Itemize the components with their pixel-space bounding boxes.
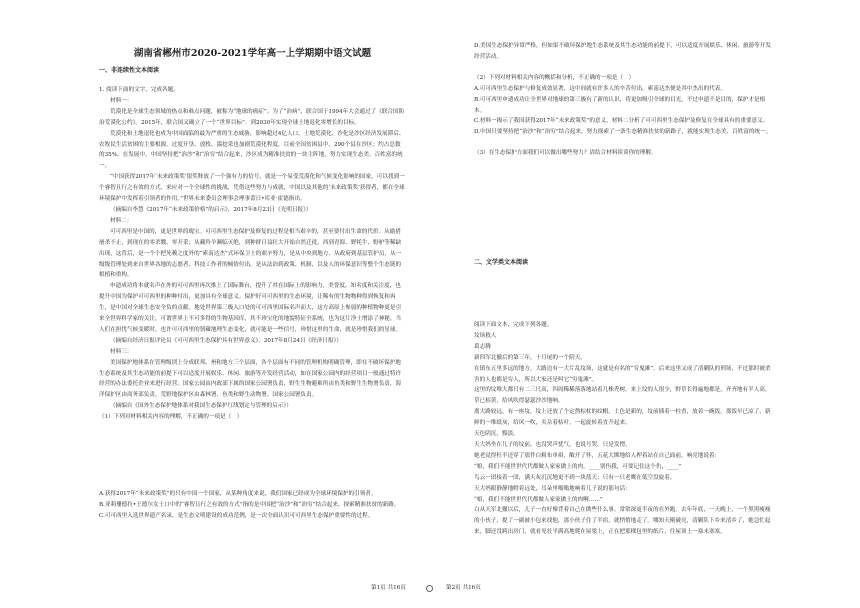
page-number-right: 第2页 共16页 xyxy=(446,585,481,591)
reading-instruction: 阅读下面文本，完成下列各题。 xyxy=(474,322,553,328)
paragraph: 鸟云一团接着一团，满天灰沉沉地更不到一块蓝天；只有一只老鹰在低空盘旋着。 xyxy=(474,474,676,481)
page-number-left: 第1页 共16页 xyxy=(371,585,406,591)
paragraph: “娘，我们不能世世代代都做人家家做上的肉啊……” xyxy=(474,496,603,503)
question-intro: 1. 阅读下面的文字，完成各题。 xyxy=(99,87,179,93)
story-author: 葛志腾 xyxy=(474,343,491,350)
material-label-1: 材料一： xyxy=(110,97,133,104)
paragraph: 申遗成功将本就名声在外的可可西里再次推上了国际舞台，提升了其在国际上的影响力，美誉度，知名度和关注度，也提升中国为保护可可西里的种种付出，更加具有全球意义。保护好可可西里的生态环境，让稀有的生物物种得到恢复和再生，是中国对全球生态安全负的贡献。地处世界第三极入口处的可可西里国际名声而大，这方高原上参弱的种植物种更是引来全世界科学家的关注，可谓世界上不可多得的生物基因库，其不珍宝化的地貌特征全系统，也为这片净土增添了神秘。当人们在担忧气候变暖时，也许可可西里的韧藏地理生态变化，就可能是一些信号，珍惜这里的生命，就是珍惜我们的星球。 xyxy=(99,283,402,333)
page-separator-icon xyxy=(426,585,433,592)
option-b: B.可可西里申遗成功让全世界对地球的第三极有了新的认识，将更加吸引全球的目光，不过申遗不是目的，保护才是根本。 xyxy=(474,96,766,114)
questions-block xyxy=(474,41,772,253)
paragraph: 在镇东五里多远的地方，大路边有一大片乱坟场，这就是有名的“穷鬼滩”。后来这里又成了清剿队的刑场，不过那时被杀害的人也都是穷人，所以大家还是叫它“穷鬼滩”。 xyxy=(474,365,771,383)
option-d: D.美国生态保护异常严格，但如果不破坏保护地生态系统及其生态功能的前提下，可以适度开展娱乐、休闲、旅游等开发经营活动。 xyxy=(474,43,771,60)
paragraph: “中国获得2017年‘未来政策奖’银奖释放了一个强有力的信号，就是一个易受荒漠化和气候变化影响的国家，可以找到一个睿智且行之有效的方式，来应对一个全球性的挑战，凭借这些努力与成就，中国以及其他的‘未来政策奖’获得者，都在全球环境保护中发挥着引领者的作用。”世界未来委员会理事会理事蕾日•库亚·霍德指出。 xyxy=(99,174,405,203)
option-c: C.材料一揭示了我国获得2017年“未来政策奖”的意义，材料二分析了可可西里生态保护及修复在全球具有的重要意义。 xyxy=(474,118,769,125)
paragraph: 天色阴沉，黯淡。 xyxy=(474,431,519,438)
paragraph: 荒漠化是全球生态领域的热点和难点问题，被称为“地球的癌症”。为了“治病”，联合国于1994年大会通过了《联合国防治荒漠化公约》。2015年，联合国又确立了一个“世界目标”：到2030年实现全球土地退化零增长的目标。 xyxy=(99,108,405,126)
question-1: （1）下列对材料相关内容的理解，不正确的一项是（ ） xyxy=(99,414,243,421)
question-3: （3）在生态保护方面我们可以做出哪些努力？请结合材料谈谈你的理解。 xyxy=(474,150,657,157)
paragraph: 离大路较远，有一座坟，坟上还放了个定熬棕杖的纹帽，土色是新的，坟前插着一柱香，放着一碗饭，那饭早已凉了，新鲜的一堆纸灰，给风一吹，夹杂着枯叶，一起旋转着直升起来。 xyxy=(474,409,771,427)
option-a: A.获得2017年“未来政策奖”的只有中国一个国家，从某种角度来说，我们国家已经成为全球环境保护的引领者。 xyxy=(99,491,377,497)
option-d: D.中国只要坚持把“治沙”和“治穷”结合起来，努力探索了一条生态精准扶贫的新路子，就能实现生态美、百姓富的统一。 xyxy=(474,129,772,136)
page-title: 湖南省郴州市2020-2021学年高一上学期期中语文试题 xyxy=(133,48,372,59)
option-b: B.亚莉珊德拉•王德尔女士口中的“睿智且行之有效的方式”指的是中国把“治沙”和“治穷”结合起来，探索精准扶贫的新路。 xyxy=(99,501,400,508)
story-title: 坟场救人 xyxy=(474,332,497,339)
paragraph: 可可西里是中国的，更是世界的瑰宝。可可西里生态保护及修复的过程是相当艰辛的，甚至要付出生命的代价。从偷猎屠杀不止，到现在的零杀戮、零开采；从藏羚羊濒临灭绝，到种群日益壮大开始自然迁徙，西到青海、野牦牛、野驴等稀缺出现，这背后，是一个个把死赖之度外的“索南达杰”式环保卫士的艰辛努力，是从中央到地方、从政府到基层管护员，从一级级管理处到来自世界各地的志愿者、科技工作者的倾情付出，是从法治到政策、机制，以及人的环保意识等整个生态链的根植和重构。 xyxy=(99,228,402,279)
question-2: （2）下列对材料相关内容的概括和分析，不正确的一项是（ ） xyxy=(474,74,635,81)
option-c: C.可可西里入选世界遗产名录，是生态文明建设的成功范例，是一次全面认识可可西里生态保护重要性的过程。 xyxy=(99,512,374,519)
section-heading-2: 二、文学类文本阅读 xyxy=(474,259,529,266)
material-label-2: 材料二： xyxy=(110,217,133,224)
paragraph: “娘，我们不能世世代代都做人家家做上的肉，____别伤我，可要记住这个仇，____” xyxy=(474,463,682,470)
paragraph: 白从天军北撤以后，儿子一直好像背着自己在做些什么事。常常深更半夜的在外跑。去年年底，一天晚上，一个黑黑瘦瘦的小伙子，提了一副被小包来找他，那小伙子住了半宿，就悄悄地走了。哪知天刚破亮，清剿队下乡来清乡了，她急忙起来，脚还没跨出房门，就看见壮平满高地爬在屋梁上，正在把那棵包里的纸片，往屋顶上一塞未塞塞。 xyxy=(474,507,771,536)
paragraph: 天大妈坐在儿子的坟前，也没哭声忧气，也说号哭，只是发愣。 xyxy=(474,441,631,448)
paragraph: 荒漠化和土地退化也成为中国面临的最为严重的生态威胁，影响超过4亿人口。土地荒漠化、沙化是沙区经济发展滞后、农牧民生活贫困的主要根源。过度开垦、放牧、滥挖采也加剧荒漠化程度，目前全国贫困县中，290个县在沙区；约占总数的35%。在发展中，中国坚持把“治沙”和“治穷”结合起来，沙区成为精准扶贫的一块主阵地，努力实现生态美、百姓富的统一。 xyxy=(99,130,405,170)
section-heading-1: 一、非连续性文本阅读 xyxy=(99,67,160,74)
source-note: （摘编自经济日报评论员《可可西里生态保护具有世界意义》，2017年8月24日《经济日报》） xyxy=(110,337,342,344)
option-a: A.可可西里生态保护与修复成效显著，这中间就有许多人的辛苦付出，索南达杰便是其中杰出的代表。 xyxy=(474,85,726,92)
paragraph: 天大妈眼静静地瞪着远处，耳朵里嗡嗡地响着儿子说的那句话： xyxy=(474,485,631,492)
paragraph: 这里的坟堆大都只有二三尺高，四周稀稀落落地站着几株秃树。来上坟的人很少，野草长得遍地都是，齐齐地有半人高。草已枯黄，给风吹得瑟瑟沙沙地响。 xyxy=(474,387,771,405)
paragraph: 新四军北撤后的第三年，十月尾的一个阴天。 xyxy=(474,354,586,361)
source-note: （摘编自《国外生态保护地体系对我国生态保护红线划定与管理的启示》） xyxy=(110,403,292,410)
story-passage xyxy=(474,320,772,575)
options-list xyxy=(99,489,406,571)
passage-materials xyxy=(99,85,406,425)
paragraph: 她老觉得枉半还穿了那件白粗布单褂，敞开了怀，五花大绑地给人押着站在自己面前，响亮地说着： xyxy=(474,452,721,459)
paragraph: 美国保护地体系在管理级别上分成联邦、州和地方三个层面，各个层面有不同的管理机构明确管理，即在不破坏保护地生态系统及其生态功能的前提下可以适度开展娱乐、休闲、旅游等开发经营活动，如在国家公园内的经营项目一般通过特许经营的办法委托企业来进行经营。国家公园由内政部下属的国家公园署负责，野生生物避难所由鱼类和野生生物署负责，海洋保护区由商务部负责，荒野地保护区由森林署、鱼类和野生动物署、国家公园署负责。 xyxy=(99,359,402,399)
material-label-3: 材料三： xyxy=(110,348,133,355)
source-note: （摘编自李慧《2017年“未来政策价格”的启示》，2017年8月23日《光明日报》） xyxy=(110,206,312,213)
